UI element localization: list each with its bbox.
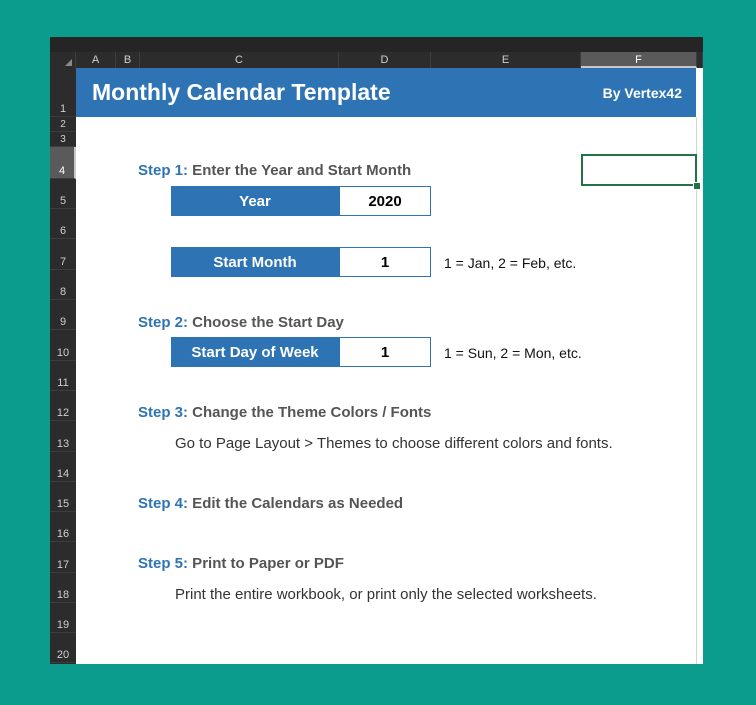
row-header-5[interactable]: 5: [50, 179, 76, 209]
row-header-10[interactable]: 10: [50, 330, 76, 361]
select-all-corner[interactable]: [50, 52, 76, 68]
step-2-number: Step 2:: [138, 314, 189, 331]
column-gridline: [696, 117, 697, 664]
row-header-13[interactable]: 13: [50, 421, 76, 452]
author-label: By Vertex42: [602, 85, 682, 101]
row-header-7[interactable]: 7: [50, 239, 76, 270]
row-header-4[interactable]: 4: [50, 147, 76, 179]
row-header-8[interactable]: 8: [50, 270, 76, 300]
column-header-b[interactable]: B: [116, 52, 140, 68]
row-header-18[interactable]: 18: [50, 573, 76, 603]
year-input-cell[interactable]: 2020: [339, 186, 431, 216]
row-header-12[interactable]: 12: [50, 391, 76, 421]
row-header-9[interactable]: 9: [50, 300, 76, 330]
step-1-text: Enter the Year and Start Month: [188, 162, 412, 179]
start-month-hint: 1 = Jan, 2 = Feb, etc.: [444, 255, 577, 271]
column-header-c[interactable]: C: [140, 52, 339, 68]
row-header-17[interactable]: 17: [50, 542, 76, 573]
title-banner: [76, 68, 696, 117]
row-header-3[interactable]: 3: [50, 132, 76, 147]
step-3-number: Step 3:: [138, 404, 189, 421]
select-all-triangle-icon: [65, 59, 72, 66]
step-5-number: Step 5:: [138, 555, 189, 572]
step-3-text: Change the Theme Colors / Fonts: [188, 404, 432, 421]
start-day-hint: 1 = Sun, 2 = Mon, etc.: [444, 345, 582, 361]
top-strip: [50, 37, 703, 52]
row-header-16[interactable]: 16: [50, 512, 76, 542]
page-title: Monthly Calendar Template: [92, 79, 391, 105]
column-header-d[interactable]: D: [339, 52, 431, 68]
row-header-2[interactable]: 2: [50, 117, 76, 132]
step-1-heading: [138, 162, 411, 179]
selected-cell-f4[interactable]: [581, 154, 697, 186]
step-5-text: Print to Paper or PDF: [188, 555, 344, 572]
step-4-number: Step 4:: [138, 495, 189, 512]
start-month-input-cell[interactable]: 1: [339, 247, 431, 277]
row-header-20[interactable]: 20: [50, 633, 76, 663]
column-header-e[interactable]: E: [431, 52, 581, 68]
step-2-heading: [138, 314, 344, 331]
theme-instructions: Go to Page Layout > Themes to choose different colors and fonts.: [175, 435, 613, 452]
row-header-1[interactable]: 1: [50, 68, 76, 117]
start-day-input-cell[interactable]: 1: [339, 337, 431, 367]
step-5-heading: [138, 555, 344, 572]
row-headers: [50, 68, 76, 664]
row-header-14[interactable]: 14: [50, 452, 76, 482]
start-month-label-cell: Start Month: [171, 247, 339, 277]
step-2-text: Choose the Start Day: [188, 314, 344, 331]
year-label-cell: Year: [171, 186, 339, 216]
row-header-19[interactable]: 19: [50, 603, 76, 633]
spreadsheet: [50, 37, 703, 664]
print-instructions: Print the entire workbook, or print only the selected worksheets.: [175, 586, 597, 603]
column-header-a[interactable]: A: [76, 52, 116, 68]
fill-handle[interactable]: [693, 182, 701, 190]
step-4-text: Edit the Calendars as Needed: [188, 495, 404, 512]
step-3-heading: [138, 404, 431, 421]
row-header-11[interactable]: 11: [50, 361, 76, 391]
step-1-number: Step 1:: [138, 162, 189, 179]
start-day-label-cell: Start Day of Week: [171, 337, 339, 367]
column-header-f[interactable]: F: [581, 52, 697, 68]
step-4-heading: [138, 495, 403, 512]
row-header-6[interactable]: 6: [50, 209, 76, 239]
row-header-15[interactable]: 15: [50, 482, 76, 512]
column-header-g[interactable]: [697, 52, 703, 68]
